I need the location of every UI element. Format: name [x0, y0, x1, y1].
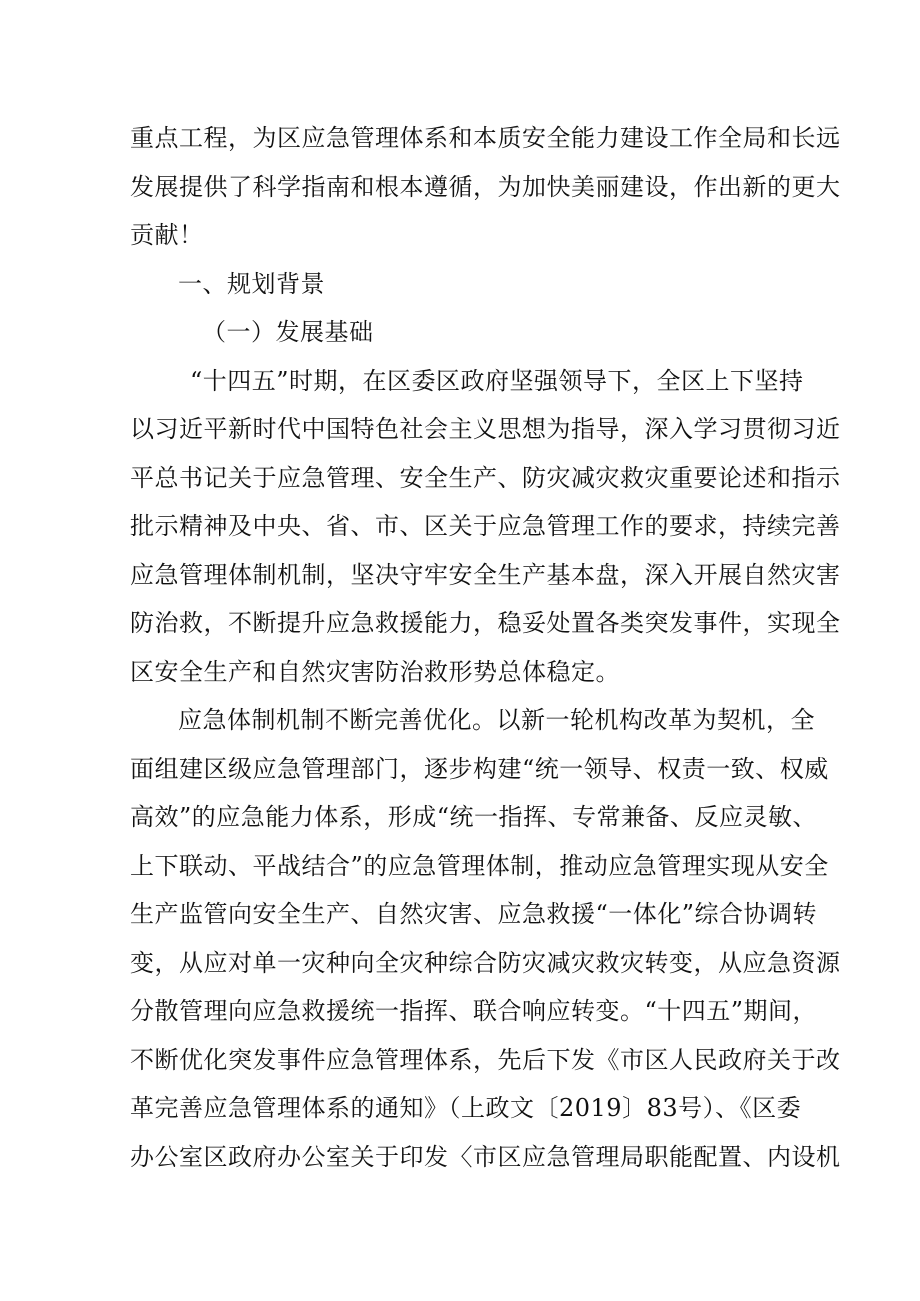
paragraph-line: 区安全生产和自然灾害防治救形势总体稳定。 [130, 657, 620, 686]
paragraph-line: 上下联动、平战结合”的应急管理体制，推动应急管理实现从安全 [130, 851, 829, 880]
subsection-heading: （一）发展基础 [202, 318, 374, 346]
paragraph-line: 平总书记关于应急管理、安全生产、防灾减灾救灾重要论述和指示 [130, 463, 841, 492]
paragraph-line: 分散管理向应急救援统一指挥、联合响应转变。“十四五”期间， [130, 997, 818, 1025]
section-heading: 一、规划背景 [178, 269, 325, 298]
paragraph-line: 批示精神及中央、省、市、区关于应急管理工作的要求，持续完善 [130, 512, 841, 540]
paragraph-line: 革完善应急管理体系的通知》（上政文〔2019〕83号）、《区委 [130, 1094, 802, 1122]
paragraph-first-line: 应急体制机制不断完善优化。以新一轮机构改革为契机，全 [178, 706, 815, 734]
paragraph-line: 变，从应对单一灾种向全灾种综合防灾减灾救灾转变，从应急资源 [130, 948, 841, 977]
paragraph-line: 生产监管向安全生产、自然灾害、应急救援“一体化”综合协调转 [130, 900, 818, 928]
paragraph-line: 应急管理体制机制，坚决守牢安全生产基本盘，深入开展自然灾害 [130, 560, 841, 589]
paragraph-line: 办公室区政府办公室关于印发〈市区应急管理局职能配置、内设机 [130, 1142, 841, 1171]
paragraph-line: 贡献！ [130, 221, 204, 249]
document-body [130, 114, 841, 1181]
paragraph-line: 面组建区级应急管理部门，逐步构建“统一领导、权责一致、权威 [130, 754, 829, 783]
paragraph-line: 防治救，不断提升应急救援能力，稳妥处置各类突发事件，实现全 [130, 609, 841, 637]
paragraph-line: 重点工程，为区应急管理体系和本质安全能力建设工作全局和长远 [130, 124, 841, 152]
paragraph-line: 发展提供了科学指南和根本遵循，为加快美丽建设，作出新的更大 [130, 172, 841, 201]
paragraph-line: 不断优化突发事件应急管理体系，先后下发《市区人民政府关于改 [130, 1045, 841, 1074]
paragraph-line: 高效”的应急能力体系，形成“统一指挥、专常兼备、反应灵敏、 [130, 803, 818, 831]
paragraph-line: 以习近平新时代中国特色社会主义思想为指导，深入学习贯彻习近 [130, 415, 841, 443]
paragraph-first-line: “十四五”时期，在区委区政府坚强领导下，全区上下坚持 [190, 366, 804, 395]
